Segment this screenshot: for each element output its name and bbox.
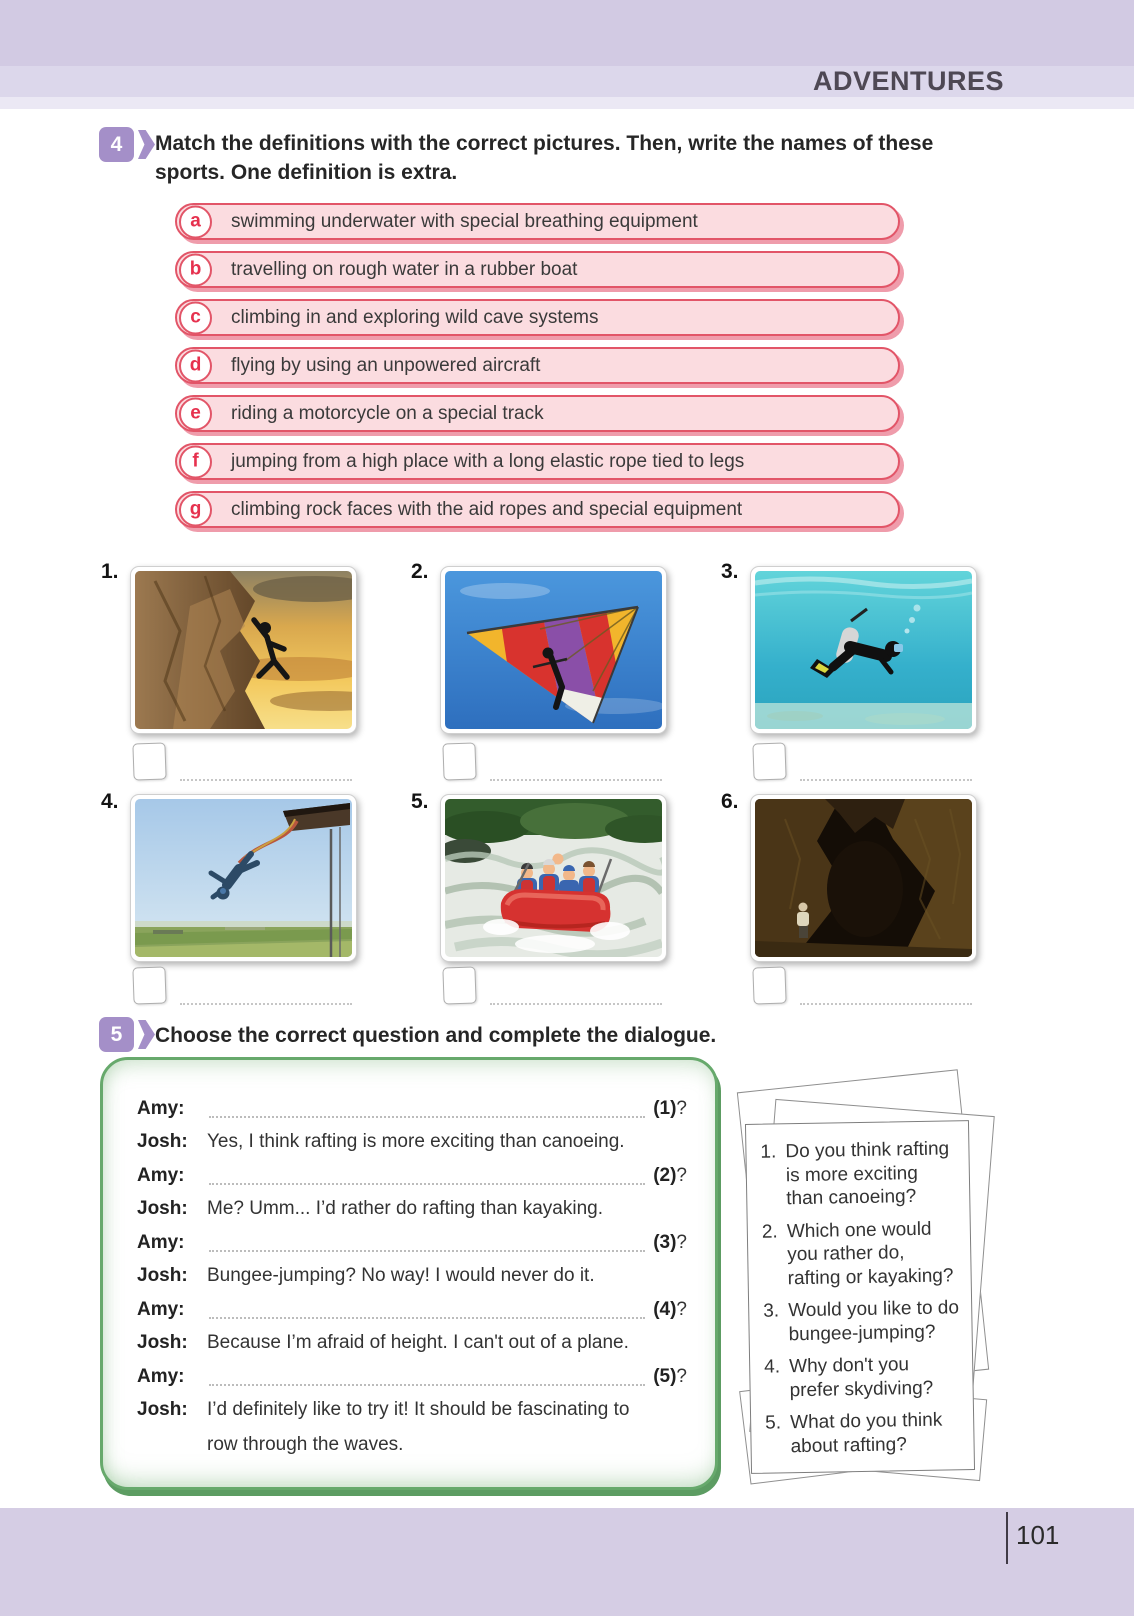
blank-number: (4): [653, 1299, 677, 1320]
dialogue-row: [137, 1398, 687, 1422]
question-mark: ?: [676, 1098, 687, 1119]
dialogue-text: Me? Umm... I’d rather do rafting than kayaking.: [207, 1198, 604, 1219]
definition-text: climbing rock faces with the aid ropes and special equipment: [231, 498, 743, 520]
bungee-jumping-illustration: [135, 799, 352, 957]
definition-pill-d: [175, 347, 900, 384]
dialogue-row: [137, 1264, 687, 1288]
dialogue-blank-5[interactable]: [209, 1364, 645, 1386]
picture-1-number: 1.: [101, 560, 119, 583]
question-item: [763, 1296, 962, 1346]
definition-pill-f: [175, 443, 900, 480]
question-mark: ?: [676, 1366, 687, 1387]
dialogue-row: [137, 1130, 687, 1154]
dialogue-row: [137, 1364, 687, 1389]
speaker-label: Amy:: [137, 1098, 185, 1119]
question-text: Do you think rafting is more exciting than canoeing?: [785, 1138, 950, 1210]
question-item: [762, 1217, 961, 1291]
speaker-label: Amy:: [137, 1232, 185, 1253]
exercise-5-instruction: Choose the correct question and complete the dialogue.: [155, 1024, 717, 1047]
question-text: Which one would you rather do, rafting or kayaking?: [786, 1218, 954, 1289]
dialogue-text: row through the waves.: [207, 1434, 404, 1455]
question-number: 2.: [761, 1220, 778, 1243]
speaker-label: Amy:: [137, 1299, 185, 1320]
definition-letter: e: [179, 397, 212, 430]
question-number: 1.: [760, 1141, 777, 1163]
definition-letter: c: [179, 301, 212, 334]
answer-line-2[interactable]: [490, 749, 662, 781]
speaker-label: Josh:: [137, 1265, 188, 1286]
question-item: [765, 1408, 964, 1458]
exercise-4-badge: [99, 127, 157, 162]
question-card-front: [745, 1120, 975, 1474]
question-number: 5.: [765, 1412, 782, 1434]
exercise-5-badge: [99, 1017, 157, 1052]
dialogue-row: [137, 1331, 687, 1355]
question-number: 3.: [763, 1300, 780, 1322]
blank-number: (3): [653, 1232, 677, 1253]
question-text: Would you like to do bungee-jumping?: [788, 1297, 960, 1345]
picture-6-number: 6.: [721, 790, 739, 813]
definition-letter: d: [179, 349, 212, 382]
definition-text: flying by using an unpowered aircraft: [231, 354, 541, 376]
dialogue-blank-1[interactable]: [209, 1096, 645, 1118]
question-mark: ?: [676, 1299, 687, 1320]
badge-arrow-icon: [138, 130, 155, 159]
dialogue-box: [100, 1057, 718, 1490]
definition-letter: b: [179, 253, 212, 286]
header-band-title: [0, 66, 1134, 97]
question-text: What do you think about rafting?: [790, 1409, 943, 1457]
dialogue-row: [137, 1230, 687, 1255]
answer-line-6[interactable]: [800, 973, 972, 1005]
footer-band: [0, 1508, 1134, 1616]
definitions-list: [175, 203, 900, 539]
definition-pill-e: [175, 395, 900, 432]
definition-text: jumping from a high place with a long elastic rope tied to legs: [231, 450, 745, 472]
answer-box-2[interactable]: [442, 742, 476, 780]
exercise-4-instruction: Match the definitions with the correct pictures. Then, write the names of these sports. One definition is extra.: [155, 132, 934, 184]
hang-gliding-photo: [440, 566, 667, 734]
speaker-label: Josh:: [137, 1131, 188, 1152]
dialogue-row: [137, 1163, 687, 1188]
caving-illustration: [755, 799, 972, 957]
definition-text: riding a motorcycle on a special track: [231, 402, 544, 424]
page-number-divider: [1006, 1512, 1008, 1564]
definition-text: travelling on rough water in a rubber boat: [231, 258, 578, 280]
speaker-label: Josh:: [137, 1332, 188, 1353]
definition-text: swimming underwater with special breathing equipment: [231, 210, 698, 232]
exercise-4-number: 4: [99, 127, 134, 162]
blank-number: (2): [653, 1165, 677, 1186]
dialogue-text: Because I’m afraid of height. I can't out of a plane.: [207, 1332, 629, 1353]
question-cards: [732, 1072, 998, 1472]
question-number: 4.: [764, 1356, 781, 1378]
scuba-diving-illustration: [755, 571, 972, 729]
page-number: 101: [1016, 1520, 1060, 1550]
picture-5-number: 5.: [411, 790, 429, 813]
question-mark: ?: [676, 1165, 687, 1186]
page-title: ADVENTURES: [812, 66, 1004, 96]
answer-box-6[interactable]: [752, 966, 786, 1004]
answer-line-5[interactable]: [490, 973, 662, 1005]
rock-climbing-photo: [130, 566, 357, 734]
definition-letter: a: [179, 205, 212, 238]
answer-box-1[interactable]: [132, 742, 166, 780]
rafting-photo: [440, 794, 667, 962]
definition-letter: f: [179, 445, 212, 478]
definition-pill-b: [175, 251, 900, 288]
scuba-diving-photo: [750, 566, 977, 734]
answer-box-5[interactable]: [442, 966, 476, 1004]
blank-number: (5): [653, 1366, 677, 1387]
definition-pill-a: [175, 203, 900, 240]
definition-letter: g: [179, 493, 212, 526]
dialogue-row: [137, 1096, 687, 1121]
picture-3-number: 3.: [721, 560, 739, 583]
dialogue-text: Bungee-jumping? No way! I would never do it.: [207, 1265, 595, 1286]
dialogue-text: Yes, I think rafting is more exciting than canoeing.: [207, 1131, 625, 1152]
blank-number: (1): [653, 1098, 677, 1119]
answer-line-3[interactable]: [800, 749, 972, 781]
definition-pill-g: [175, 491, 900, 528]
dialogue-row-continuation: [137, 1431, 687, 1457]
answer-line-1[interactable]: [180, 749, 352, 781]
dialogue-blank-3[interactable]: [209, 1230, 645, 1252]
question-item: [764, 1352, 963, 1402]
definition-pill-c: [175, 299, 900, 336]
speaker-label: Josh:: [137, 1198, 188, 1219]
dialogue-blank-2[interactable]: [209, 1163, 645, 1185]
dialogue-row: [137, 1197, 687, 1221]
hang-gliding-illustration: [445, 571, 662, 729]
header-band-top: [0, 0, 1134, 66]
answer-box-4[interactable]: [132, 966, 166, 1004]
answer-line-4[interactable]: [180, 973, 352, 1005]
definition-text: climbing in and exploring wild cave systems: [231, 306, 599, 328]
exercise-5-number: 5: [99, 1017, 134, 1052]
speaker-label: Josh:: [137, 1399, 188, 1420]
header-band-bottom: [0, 97, 1134, 109]
bungee-jumping-photo: [130, 794, 357, 962]
question-mark: ?: [676, 1232, 687, 1253]
dialogue-blank-4[interactable]: [209, 1297, 645, 1319]
rafting-illustration: [445, 799, 662, 957]
picture-4-number: 4.: [101, 790, 119, 813]
picture-2-number: 2.: [411, 560, 429, 583]
caving-photo: [750, 794, 977, 962]
question-text: Why don't you prefer skydiving?: [789, 1354, 934, 1401]
speaker-label: Amy:: [137, 1366, 185, 1387]
badge-arrow-icon: [138, 1020, 155, 1049]
speaker-label: Amy:: [137, 1165, 185, 1186]
dialogue-row: [137, 1297, 687, 1322]
rock-climbing-illustration: [135, 571, 352, 729]
answer-box-3[interactable]: [752, 742, 786, 780]
dialogue-text: I’d definitely like to try it! It should be fascinating to: [207, 1399, 630, 1420]
question-item: [760, 1137, 959, 1211]
